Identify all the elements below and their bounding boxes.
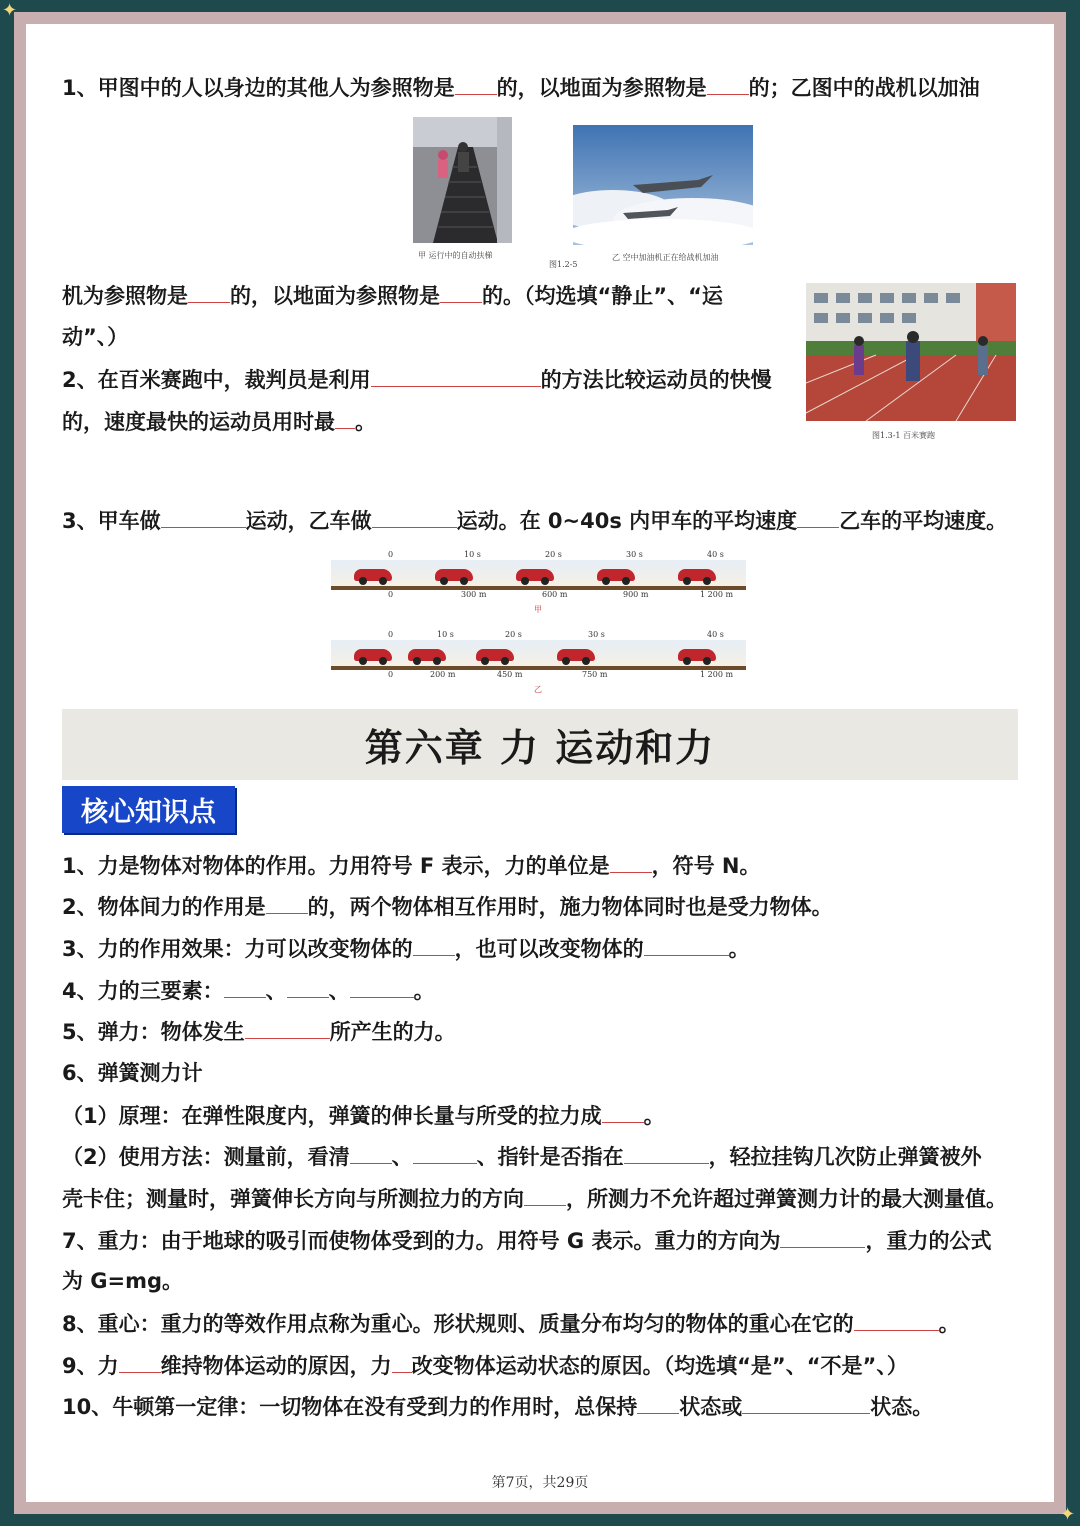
time-tick: 10 s <box>437 630 454 639</box>
escalator-photo <box>413 117 512 243</box>
distance-tick: 1 200 m <box>700 670 734 679</box>
distance-tick: 0 <box>388 590 394 599</box>
time-tick: 30 s <box>626 550 643 559</box>
car-yi <box>354 649 392 661</box>
car-jia <box>354 569 392 581</box>
page-footer: 第7页，共29页 <box>491 1475 589 1491</box>
corner-star-icon: ✦ <box>1060 1504 1076 1525</box>
point-3: 3、力的作用效果：力可以改变物体的 ，也可以改变物体的 。 <box>62 933 750 964</box>
car-jia <box>678 569 716 581</box>
distance-tick: 300 m <box>461 590 487 599</box>
point-8: 8、重心：重力的等效作用点称为重心。形状规则、质量分布均匀的物体的重心在它的 。 <box>62 1308 960 1339</box>
chapter-title: 第六章 力 运动和力 <box>62 709 1018 780</box>
point-2: 2、物体间力的作用是 的，两个物体相互作用时，施力物体同时也是受力物体。 <box>62 891 833 922</box>
jet-caption: 乙 空中加油机正在给战机加油 <box>612 253 719 262</box>
point-7: 7、重力：由于地球的吸引而使物体受到的力。用符号 G 表示。重力的方向为 ，重力的公式 <box>62 1225 991 1256</box>
core-knowledge-tag: 核心知识点 <box>62 786 235 833</box>
point-5: 5、弹力：物体发生 所产生的力。 <box>62 1016 456 1047</box>
distance-tick: 200 m <box>430 670 456 679</box>
diagram-label-jia: 甲 <box>534 605 542 614</box>
point-9: 9、力 维持物体运动的原因，力 改变物体运动状态的原因。（均选填“是”、“不是”、） <box>62 1350 908 1381</box>
race-photo <box>806 283 1016 421</box>
time-tick: 20 s <box>505 630 522 639</box>
time-tick: 40 s <box>707 630 724 639</box>
q2-line2: 的，速度最快的运动员用时最 。 <box>62 406 376 437</box>
point-10: 10、牛顿第一定律：一切物体在没有受到力的作用时，总保持 状态或 状态。 <box>62 1391 933 1422</box>
car-jia <box>516 569 554 581</box>
q2-line1: 2、在百米赛跑中，裁判员是利用 的方法比较运动员的快慢 <box>62 364 772 395</box>
point-7-cont: 为 G=mg。 <box>62 1269 184 1293</box>
car-yi <box>408 649 446 661</box>
jet-photo <box>573 125 753 245</box>
point-6-1: （1）原理：在弹性限度内，弹簧的伸长量与所受的拉力成 。 <box>62 1100 665 1131</box>
q3-line: 3、甲车做 运动，乙车做 运动。在 0~40s 内甲车的平均速度 乙车的平均速度。 <box>62 505 1007 536</box>
point-6: 6、弹簧测力计 <box>62 1061 203 1085</box>
time-tick: 30 s <box>588 630 605 639</box>
distance-tick: 1 200 m <box>700 590 734 599</box>
time-tick: 10 s <box>464 550 481 559</box>
diagram-label-yi: 乙 <box>534 685 542 694</box>
q1-line3: 动”、） <box>62 325 129 349</box>
point-1: 1、力是物体对物体的作用。力用符号 F 表示，力的单位是 ，符号 N。 <box>62 850 760 881</box>
time-tick: 20 s <box>545 550 562 559</box>
time-tick: 40 s <box>707 550 724 559</box>
point-6-2-cont: 壳卡住；测量时，弹簧伸长方向与所测拉力的方向 ，所测力不允许超过弹簧测力计的最大测量值。 <box>62 1183 1007 1214</box>
distance-tick: 0 <box>388 670 394 679</box>
q1-line2: 机为参照物是 的，以地面为参照物是 的。（均选填“静止”、“运 <box>62 280 723 311</box>
distance-tick: 600 m <box>542 590 568 599</box>
car-jia <box>435 569 473 581</box>
jet-figure-number: 图1.2-5 <box>549 260 578 269</box>
point-4: 4、力的三要素： 、 、 。 <box>62 975 435 1006</box>
q1-line1: 1、甲图中的人以身边的其他人为参照物是 的，以地面为参照物是 的；乙图中的战机以加油 <box>62 72 980 103</box>
race-caption: 图1.3-1 百米赛跑 <box>872 431 936 440</box>
car-jia <box>597 569 635 581</box>
car-yi <box>476 649 514 661</box>
time-tick: 0 <box>388 630 394 639</box>
distance-tick: 750 m <box>582 670 608 679</box>
escalator-caption: 甲 运行中的自动扶梯 <box>418 251 493 260</box>
point-6-2: （2）使用方法：测量前，看清 、 、指针是否指在 ，轻拉挂钩几次防止弹簧被外 <box>62 1141 982 1172</box>
distance-tick: 450 m <box>497 670 523 679</box>
distance-tick: 900 m <box>623 590 649 599</box>
car-yi <box>678 649 716 661</box>
car-yi <box>557 649 595 661</box>
time-tick: 0 <box>388 550 394 559</box>
corner-star-icon: ✦ <box>2 0 18 21</box>
